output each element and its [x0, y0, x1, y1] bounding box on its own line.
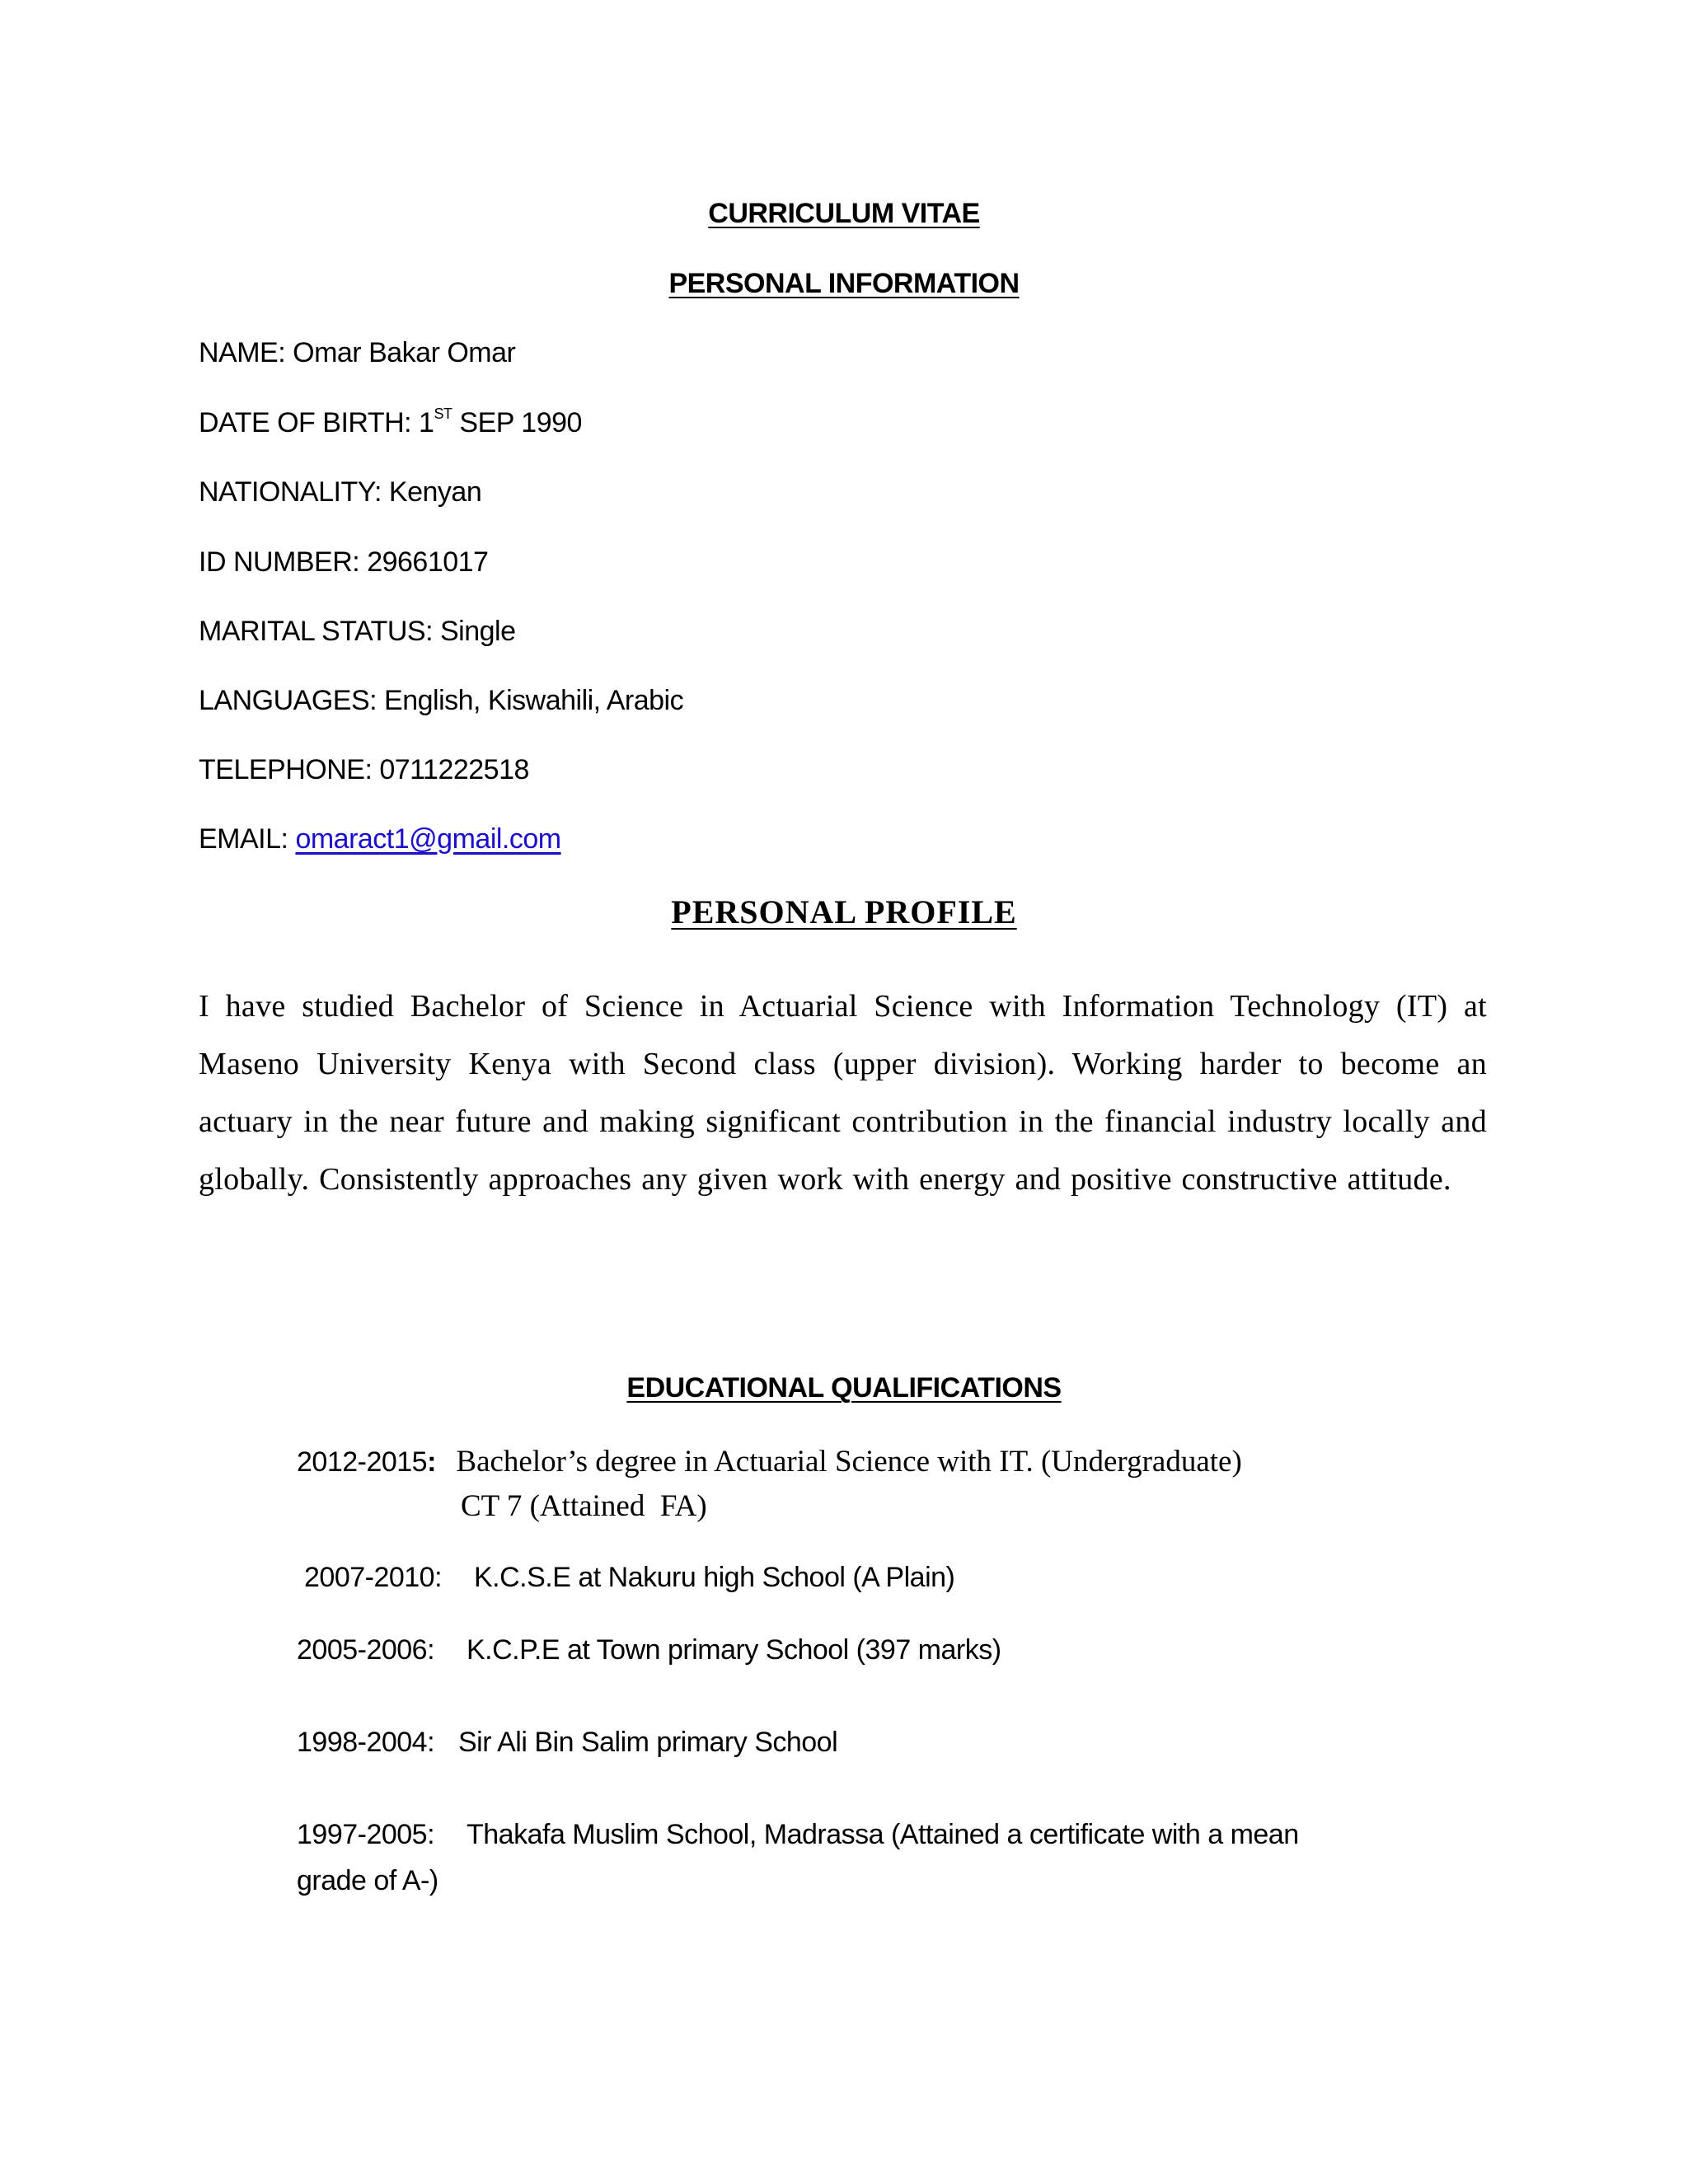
email-label: EMAIL:	[199, 823, 296, 855]
personal-profile-text: I have studied Bachelor of Science in Actuarial Science with Information Technology (IT) at Maseno University Kenya with Second class (upper division). Working harder to become an actuary in the near future and making significant contribution in the financial industry locally and globally. Consistently approaches any given work with energy and positive constructive attitude.	[199, 989, 1487, 1197]
education-item-3	[297, 1634, 1001, 1666]
id-number-line	[199, 546, 488, 579]
dob-rest: SEP 1990	[452, 407, 582, 438]
languages-line	[199, 685, 683, 717]
name-line	[199, 337, 515, 369]
education-years: 2012-2015	[297, 1446, 428, 1478]
education-years: 1998-2004:	[297, 1727, 435, 1758]
education-detail: Bachelor’s degree in Actuarial Science with IT. (Undergraduate)	[456, 1445, 1242, 1479]
nationality-label: NATIONALITY:	[199, 476, 389, 508]
marital-status-value: Single	[440, 616, 516, 647]
id-number-value: 29661017	[367, 546, 489, 578]
dob-label: DATE OF BIRTH:	[199, 407, 420, 438]
education-item-4	[297, 1727, 837, 1759]
telephone-line	[199, 754, 529, 786]
telephone-value: 0711222518	[379, 754, 529, 785]
education-item-5-detail2: grade of A-)	[297, 1865, 438, 1896]
languages-label: LANGUAGES:	[199, 685, 385, 716]
education-item-1	[297, 1444, 1242, 1479]
education-item-1-detail2: CT 7 (Attained FA)	[461, 1489, 707, 1523]
marital-status-line	[199, 616, 516, 648]
dob-day: 1	[419, 407, 434, 438]
id-number-label: ID NUMBER:	[199, 546, 368, 578]
education-colon: :	[427, 1446, 436, 1478]
personal-information-heading: PERSONAL INFORMATION	[668, 268, 1020, 299]
nationality-line	[199, 476, 481, 509]
email-line	[199, 823, 561, 855]
education-years: 1997-2005:	[297, 1819, 435, 1850]
email-link[interactable]: omaract1@gmail.com	[295, 823, 561, 855]
personal-profile-heading: PERSONAL PROFILE	[671, 893, 1017, 930]
education-detail: K.C.S.E at Nakuru high School (A Plain)	[474, 1562, 955, 1593]
education-detail: Sir Ali Bin Salim primary School	[458, 1727, 838, 1758]
education-heading: EDUCATIONAL QUALIFICATIONS	[626, 1372, 1062, 1404]
marital-status-label: MARITAL STATUS:	[199, 616, 440, 647]
telephone-label: TELEPHONE:	[199, 754, 380, 785]
dob-suffix: ST	[434, 405, 452, 422]
languages-value: English, Kiswahili, Arabic	[384, 685, 684, 716]
education-item-5	[297, 1819, 1299, 1851]
education-item-2	[304, 1562, 954, 1594]
name-value: Omar Bakar Omar	[293, 337, 516, 368]
education-years: 2005-2006:	[297, 1634, 435, 1666]
education-years: 2007-2010:	[304, 1562, 443, 1593]
cv-title: CURRICULUM VITAE	[708, 198, 980, 229]
education-detail: Thakafa Muslim School, Madrassa (Attained a certificate with a mean	[467, 1819, 1299, 1850]
education-detail: K.C.P.E at Town primary School (397 marks)	[467, 1634, 1001, 1666]
name-label: NAME:	[199, 337, 293, 368]
nationality-value: Kenyan	[388, 476, 482, 508]
dob-line	[199, 407, 582, 439]
